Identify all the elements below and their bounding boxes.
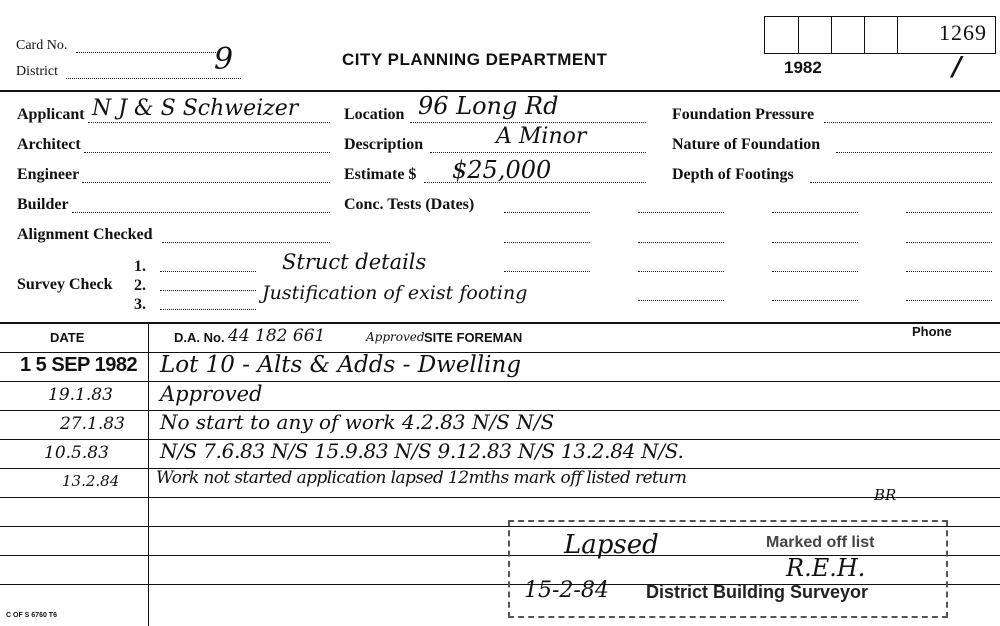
survey-line-1: [160, 271, 256, 272]
engineer-line: [82, 182, 330, 183]
conc-line-6: [638, 242, 724, 243]
log-row-date: 1 5 SEP 1982: [20, 354, 138, 376]
da-value: 44 182 661: [228, 326, 326, 346]
survey-note-2: Justification of exist footing: [262, 282, 528, 304]
estimate-label: Estimate $: [344, 166, 417, 183]
builder-line: [72, 212, 330, 213]
conc-line-2: [638, 212, 724, 213]
approved-note: Approved: [366, 330, 425, 344]
nature-line: [836, 152, 992, 153]
district-building-stamp: [508, 520, 948, 618]
location-value: 96 Long Rd: [418, 92, 559, 120]
stamp-initials: R.E.H.: [786, 554, 866, 582]
log-rule: [0, 497, 1000, 498]
district-line: [66, 78, 241, 79]
card-number: 1269: [939, 20, 987, 45]
conc-line-8: [906, 242, 992, 243]
log-row-entry: Approved: [160, 382, 263, 406]
log-row-entry: No start to any of work 4.2.83 N/S N/S: [160, 410, 555, 434]
survey-num-3: 3.: [134, 296, 146, 313]
conc-line-10: [638, 271, 724, 272]
conc-line-1: [504, 212, 590, 213]
log-row-date: 27.1.83: [60, 414, 125, 434]
survey-label: Survey Check: [17, 276, 113, 293]
survey-num-2: 2.: [134, 277, 146, 294]
depth-line: [810, 182, 992, 183]
description-line: [430, 152, 646, 153]
log-row-date: 13.2.84: [62, 472, 120, 490]
phone-label: Phone: [912, 324, 952, 339]
survey-num-1: 1.: [134, 258, 146, 275]
conc-line-12: [906, 271, 992, 272]
engineer-label: Engineer: [17, 166, 80, 183]
conc-line-15: [906, 300, 992, 301]
foundation-pressure-label: Foundation Pressure: [672, 106, 815, 123]
conc-line-4: [906, 212, 992, 213]
applicant-value: N J & S Schweizer: [92, 96, 299, 121]
card-no-line: [76, 52, 216, 53]
conc-tests-label: Conc. Tests (Dates): [344, 196, 475, 213]
architect-line: [84, 152, 330, 153]
form-code: C OF S 6760 T6: [6, 612, 57, 619]
description-label: Description: [344, 136, 424, 153]
survey-note-1: Struct details: [282, 250, 427, 274]
date-header: DATE: [50, 330, 85, 345]
depth-of-footings-label: Depth of Footings: [672, 166, 794, 183]
log-top-rule: [0, 322, 1000, 324]
stamp-marked-off: Marked off list: [766, 534, 875, 551]
log-rule: [0, 381, 1000, 382]
architect-label: Architect: [17, 136, 81, 153]
conc-line-7: [772, 242, 858, 243]
conc-line-11: [772, 271, 858, 272]
stamp-date: 15-2-84: [524, 578, 609, 603]
description-value: A Minor: [496, 124, 587, 149]
district-value: 9: [214, 42, 234, 77]
conc-line-14: [772, 300, 858, 301]
location-line: [410, 122, 646, 123]
site-foreman-label: SITE FOREMAN: [424, 330, 523, 345]
log-row-entry: N/S 7.6.83 N/S 15.9.83 N/S 9.12.83 N/S 13.2.84 N/S.: [160, 439, 684, 463]
log-row-entry: Lot 10 - Alts & Adds - Dwelling: [160, 352, 522, 378]
conc-line-13: [638, 300, 724, 301]
conc-line-9: [504, 271, 590, 272]
applicant-label: Applicant: [17, 106, 85, 123]
location-label: Location: [344, 106, 405, 123]
builder-label: Builder: [17, 196, 69, 213]
log-row-date: 10.5.83: [44, 443, 109, 463]
estimate-value: $25,000: [452, 156, 552, 184]
alignment-line: [162, 242, 330, 243]
log-row-date: 19.1.83: [48, 385, 113, 405]
stamp-district-building: District Building Surveyor: [646, 582, 869, 602]
foundation-pressure-line: [824, 122, 992, 123]
tick-mark: /: [952, 52, 962, 82]
card-number-box: [764, 16, 996, 54]
conc-line-5: [504, 242, 590, 243]
log-row-entry: Work not started application lapsed 12mths mark off listed return: [156, 468, 687, 488]
department-title: CITY PLANNING DEPARTMENT: [342, 50, 608, 69]
continued-note: BR: [874, 486, 897, 504]
applicant-line: [88, 122, 330, 123]
date-column-divider: [148, 322, 149, 626]
da-label: D.A. No.: [174, 330, 225, 345]
stamp-lapsed: Lapsed: [564, 530, 659, 560]
survey-line-2: [160, 290, 256, 291]
district-label: District: [16, 64, 58, 79]
survey-line-3: [160, 309, 256, 310]
card-no-label: Card No.: [16, 38, 68, 53]
alignment-label: Alignment Checked: [17, 226, 153, 243]
conc-line-3: [772, 212, 858, 213]
year: 1982: [784, 58, 822, 77]
nature-of-foundation-label: Nature of Foundation: [672, 136, 821, 153]
